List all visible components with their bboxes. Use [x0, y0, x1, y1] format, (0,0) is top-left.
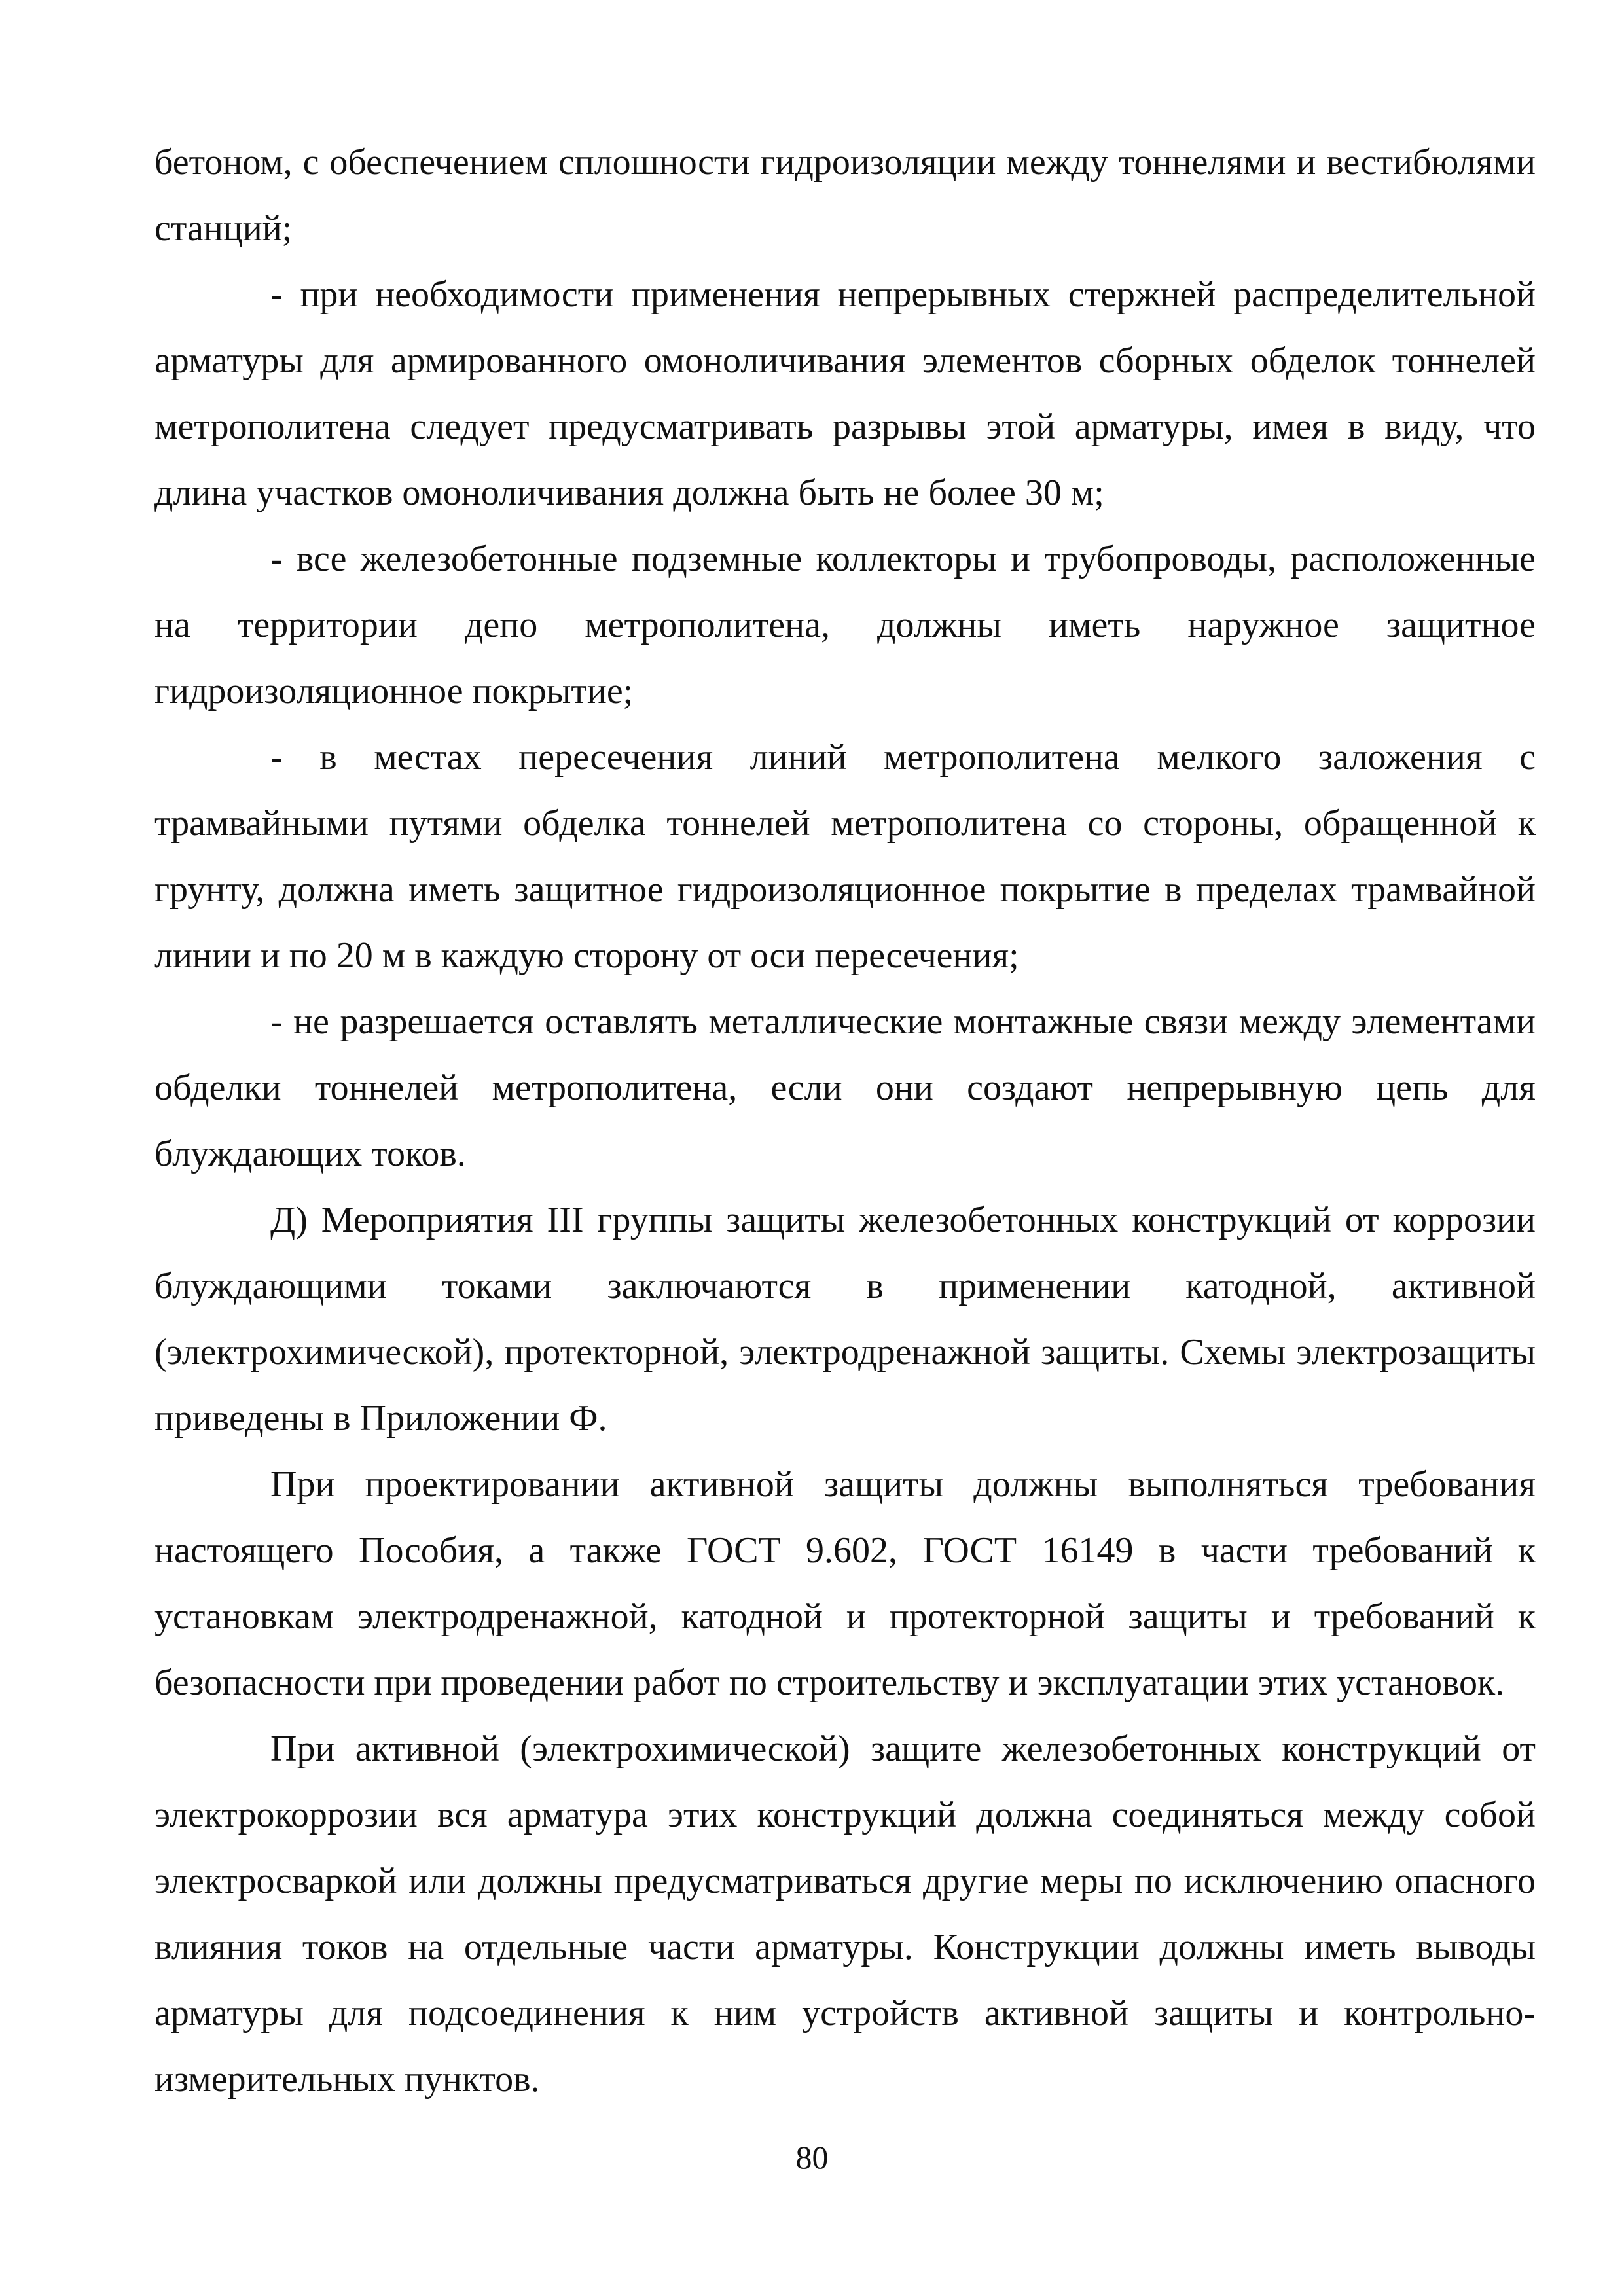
paragraph-6: Д) Мероприятия III группы защиты железобетонных конструкций от коррозии блуждающими токами заключаются в применении катодной, активной (электрохимической), протекторной, электродренажной защиты. Схемы электрозащиты приведены в Приложении Ф.: [154, 1200, 1536, 1439]
paragraph-7: При проектировании активной защиты должны выполняться требования настоящего Пособия, а также ГОСТ 9.602, ГОСТ 16149 в части требований к установкам электродренажной, катодной и протекторной защиты и требований к безопасности при проведении работ по строительству и эксплуатации этих установок.: [154, 1464, 1536, 1703]
paragraph-5: - не разрешается оставлять металлические монтажные связи между элементами обделки тоннелей метрополитена, если они создают непрерывную цепь для блуждающих токов.: [154, 1001, 1536, 1174]
paragraph-8: При активной (электрохимической) защите железобетонных конструкций от электрокоррозии вся арматура этих конструкций должна соединяться между собой электросваркой или должны предусматриваться другие меры по исключению опасного влияния токов на отдельные части арматуры. Конструкции должны иметь выводы арматуры для подсоединения к ним устройств активной защиты и контрольно-измерительных пунктов.: [154, 1729, 1536, 2100]
paragraph-4: - в местах пересечения линий метрополитена мелкого заложения с трамвайными путями обделка тоннелей метрополитена со стороны, обращенной к грунту, должна иметь защитное гидроизоляционное покрытие в пределах трамвайной линии и по 20 м в каждую сторону от оси пересечения;: [154, 737, 1536, 976]
page-number: 80: [795, 2139, 829, 2176]
paragraph-3: - все железобетонные подземные коллекторы и трубопроводы, расположенные на территории депо метрополитена, должны иметь наружное защитное гидроизоляционное покрытие;: [154, 539, 1536, 711]
paragraph-2: - при необходимости применения непрерывных стержней распределительной арматуры для армированного омоноличивания элементов сборных обделок тоннелей метрополитена следует предусматривать разрывы этой арматуры, имея в виду, что длина участков омоноличивания должна быть не более 30 м;: [154, 274, 1536, 513]
paragraph-1: бетоном, с обеспечением сплошности гидроизоляции между тоннелями и вестибюлями станций;: [154, 142, 1536, 249]
body-text: [154, 130, 1536, 2113]
